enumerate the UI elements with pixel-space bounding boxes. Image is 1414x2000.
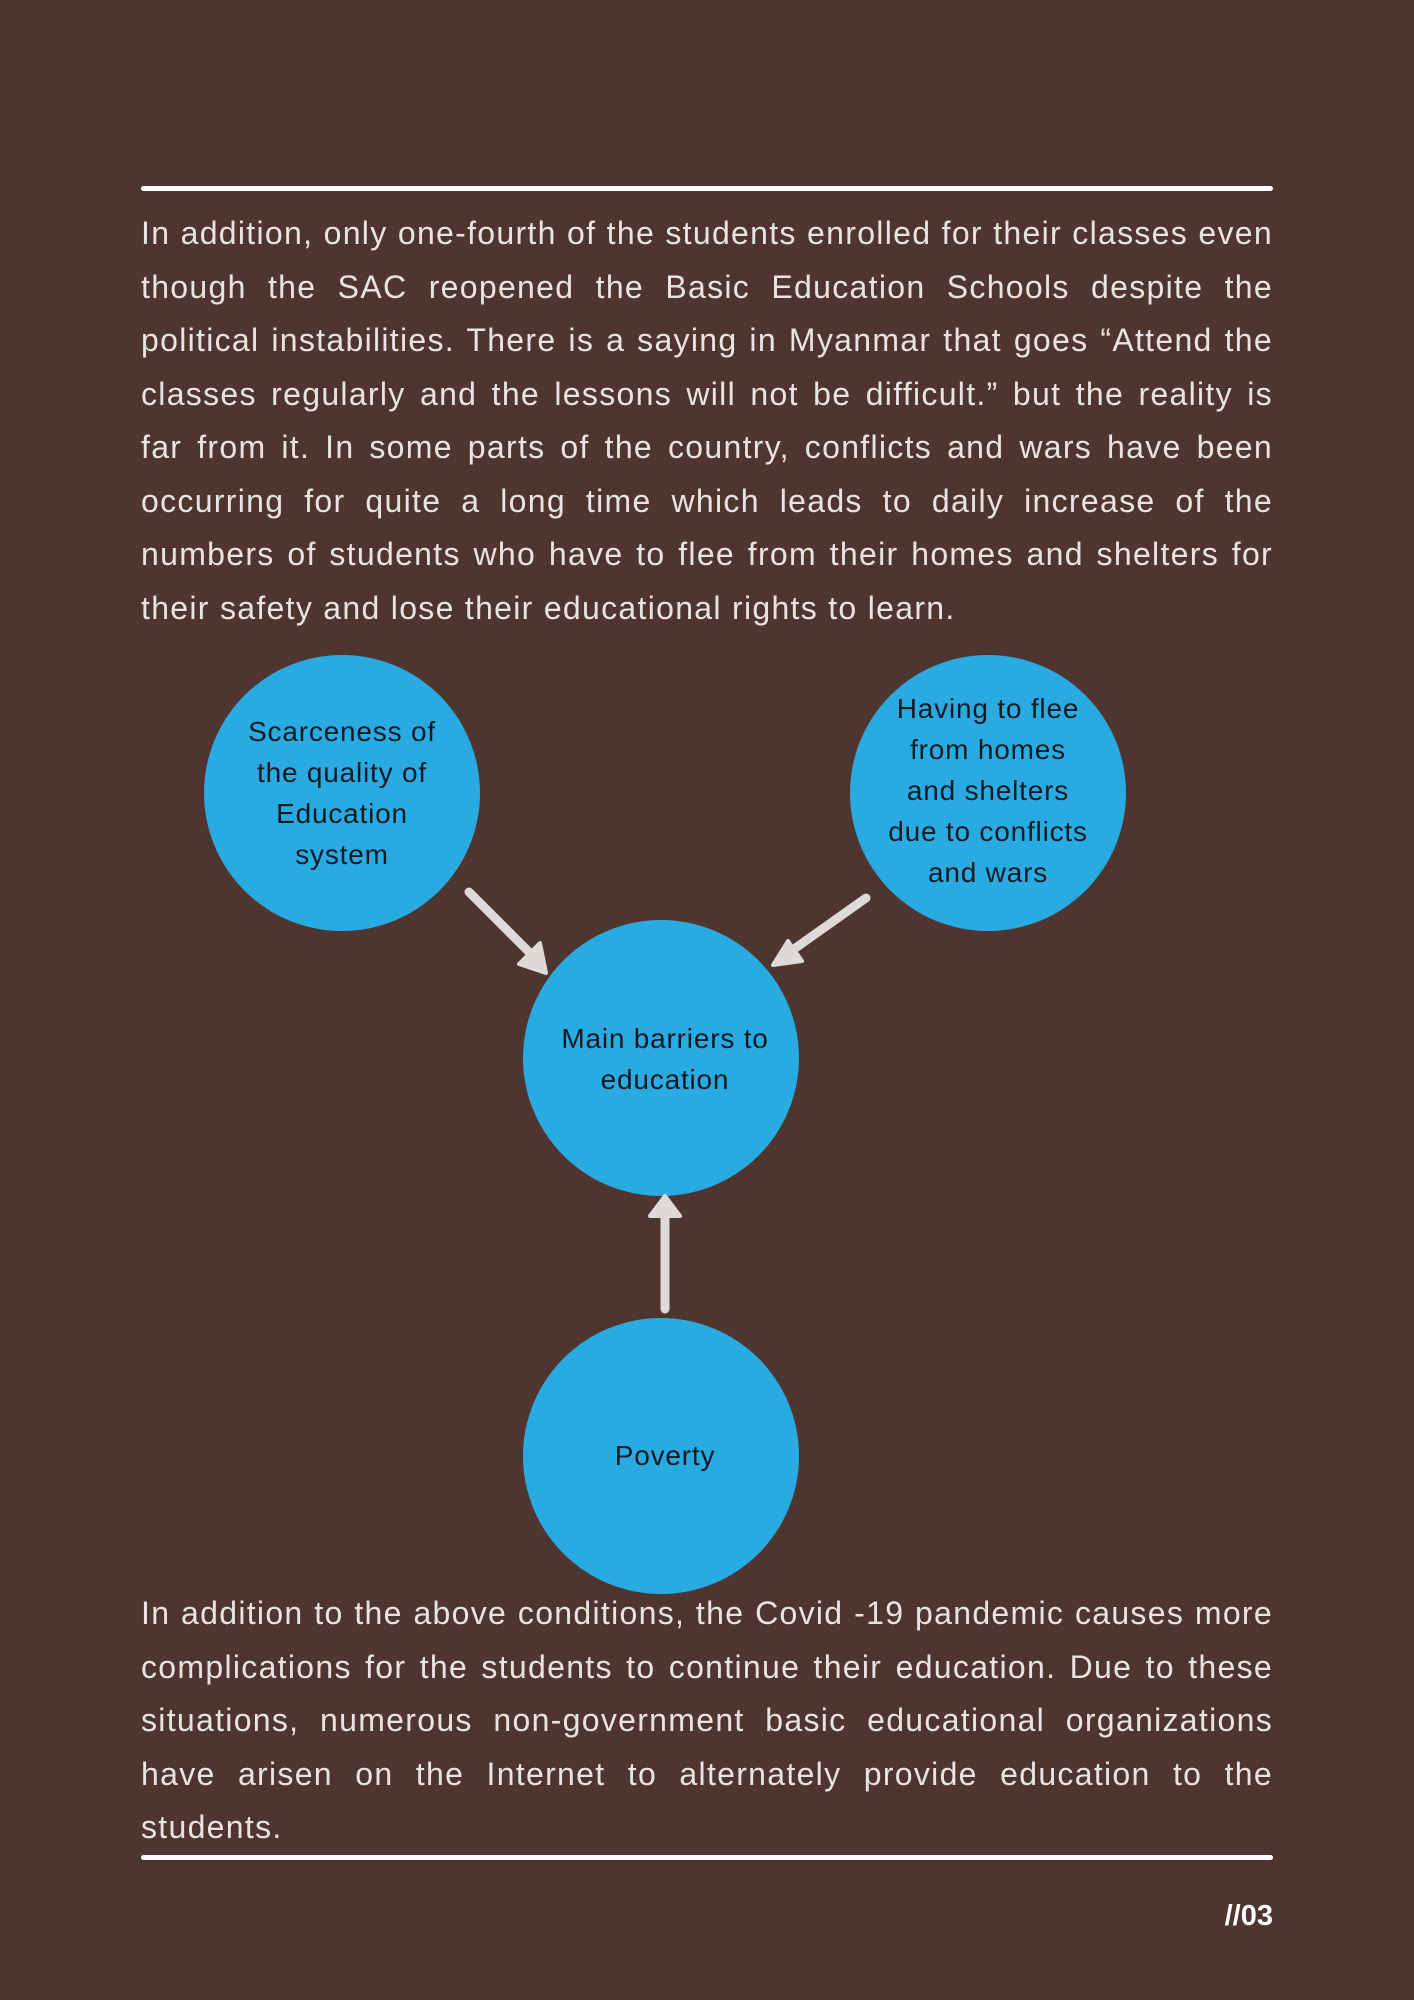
bottom-divider xyxy=(141,1855,1273,1860)
intro-paragraph: In addition, only one-fourth of the students enrolled for their classes even though the SAC reopened the Basic Education Schools despite the political instabilities. There is a saying in Myanmar that goes “Attend the classes regularly and the lessons will not be difficult.” but the reality is far from it. In some parts of the country, conflicts and wars have been occurring for quite a long time which leads to daily increase of the numbers of students who have to flee from their homes and shelters for their safety and lose their educational rights to learn. xyxy=(141,215,1273,626)
right-barrier-label: Having to flee from homes and shelters due to conflicts and wars xyxy=(888,693,1088,888)
left-arrow-shaft xyxy=(469,892,535,958)
page-number: //03 xyxy=(1224,1900,1273,1932)
left-barrier-label: Scarceness of the quality of Education system xyxy=(248,716,436,870)
closing-paragraph: In addition to the above conditions, the Covid -19 pandemic causes more complications for the students to continue their education. Due to these situations, numerous non-government basic educational organizations have arisen on the Internet to alternately provide education to the students. xyxy=(141,1595,1273,1845)
center-label: Main barriers to education xyxy=(561,1023,769,1095)
bottom-arrowhead xyxy=(650,1196,680,1216)
right-arrow-shaft xyxy=(787,898,866,954)
bottom-barrier-label: Poverty xyxy=(614,1440,716,1471)
